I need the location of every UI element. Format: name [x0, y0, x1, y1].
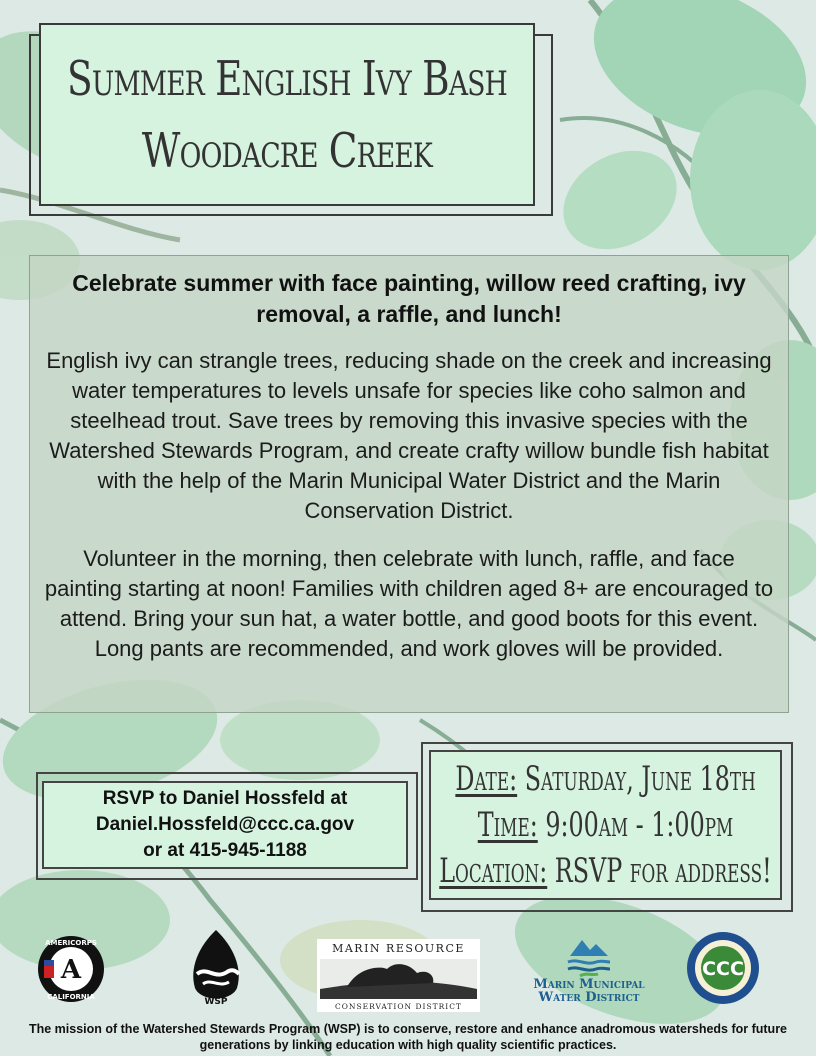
paragraph-volunteer: Volunteer in the morning, then celebrate with lunch, raffle, and face painting starting at noon! Families with children aged 8+ are encouraged to attend. Bring your sun hat, a water bottle, and good boots for this event. Long pants are recommended, and work gloves will be provided.	[44, 546, 774, 661]
location-value: RSVP for address!	[547, 851, 772, 891]
event-location-title: Woodacre Creek	[141, 122, 433, 179]
date-value: Saturday, June 18th	[517, 759, 756, 799]
rsvp-box	[42, 781, 408, 869]
ccc-logo	[685, 930, 761, 1006]
date-label: Date:	[455, 759, 518, 799]
marin-municipal-water-logo	[530, 932, 648, 1004]
mmwd-mark	[530, 932, 648, 978]
americorps-top-text: AMERICORPS	[45, 939, 97, 947]
date-row	[455, 756, 755, 802]
title-box	[39, 23, 535, 206]
wsp-logo	[185, 928, 247, 1008]
paragraph-ivy: English ivy can strangle trees, reducing shade on the creek and increasing water temperatures to levels unsafe for species like coho salmon and steelhead trout. Save trees by removing this invasive species with the Watershed Stewards Program, and create crafty willow bundle fish habitat with the help of the Marin Municipal Water District and the Marin Conservation District.	[46, 348, 772, 523]
event-details-box	[429, 750, 782, 900]
americorps-letter: A	[60, 955, 82, 985]
ccc-text: CCC	[702, 958, 744, 980]
time-label: Time:	[477, 805, 538, 845]
time-row	[478, 802, 733, 848]
event-title: Summer English Ivy Bash	[67, 50, 507, 107]
headline: Celebrate summer with face painting, willow reed crafting, ivy removal, a raffle, and lunch!	[72, 270, 746, 327]
rsvp-line-name: RSVP to Daniel Hossfeld at	[102, 788, 348, 809]
mmwd-name-line1: Marin Municipal	[533, 977, 645, 992]
americorps-bottom-text: CALIFORNIA	[47, 993, 95, 1001]
marin-resource-conservation-logo	[317, 939, 480, 1012]
location-label: Location:	[439, 851, 548, 891]
location-row	[439, 848, 771, 894]
rsvp-email[interactable]: Daniel.Hossfeld@ccc.ca.gov	[95, 814, 355, 835]
rsvp-phone[interactable]: or at 415-945-1188	[143, 840, 307, 861]
americorps-logo	[36, 934, 106, 1004]
mission-statement: The mission of the Watershed Stewards Program (WSP) is to conserve, restore and enhance anadromous watersheds for future generations by linking education with high quality scientific practices.	[28, 1022, 788, 1052]
mrcd-top-text: MARIN RESOURCE	[332, 942, 465, 955]
description-box	[29, 255, 789, 713]
mmwd-name-line2: Water District	[538, 990, 640, 1005]
wsp-text: WSP	[204, 997, 228, 1007]
time-value: 9:00am - 1:00pm	[537, 805, 734, 845]
mrcd-bottom-text: CONSERVATION DISTRICT	[335, 1002, 462, 1011]
